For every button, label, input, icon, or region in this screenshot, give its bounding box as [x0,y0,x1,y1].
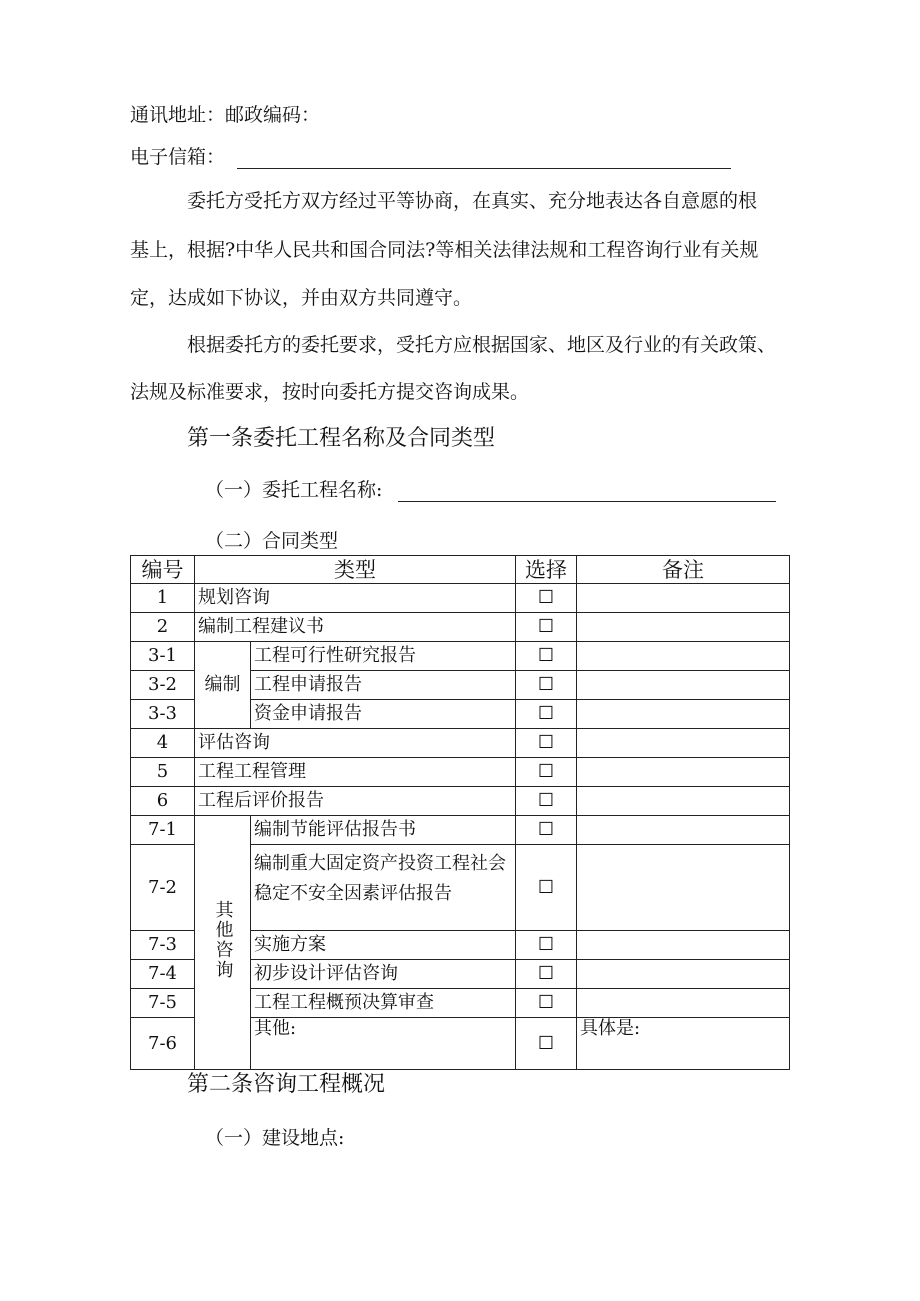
checkbox[interactable]: ☐ [516,816,577,845]
project-name-line [205,478,776,502]
address-label: 通讯地址：邮政编码： [130,104,321,126]
row-note [577,700,790,729]
row-no: 4 [131,729,195,758]
article-2-title: 第二条咨询工程概况 [187,1072,386,1097]
row-type: 编制重大固定资产投资工程社会稳定不安全因素评估报告 [251,845,516,931]
checkbox[interactable]: ☐ [516,960,577,989]
header-note: 备注 [577,556,790,584]
group-other-label [195,816,251,1070]
row-no: 3-3 [131,700,195,729]
row-no: 1 [131,584,195,613]
row-type: 其他: [251,1018,516,1070]
contract-type-label: （二）合同类型 [205,530,339,552]
paragraph-2-line-1: 根据委托方的委托要求，受托方应根据国家、地区及行业的有关政策、 [187,334,777,356]
group-edit-label: 编制 [195,642,251,729]
table-row [131,729,790,758]
project-name-field[interactable] [398,483,776,502]
paragraph-1-line-2: 基上，根据?中华人民共和国合同法?等相关法律法规和工程咨询行业有关规 [130,239,759,261]
email-field[interactable] [237,150,731,169]
row-note [577,845,790,931]
table-header-row [131,556,790,584]
row-note [577,671,790,700]
row-type: 初步设计评估咨询 [251,960,516,989]
row-type: 工程后评价报告 [195,787,516,816]
row-note [577,613,790,642]
row-type: 规划咨询 [195,584,516,613]
header-select: 选择 [516,556,577,584]
paragraph-1-line-3: 定，达成如下协议，并由双方共同遵守。 [130,287,473,309]
header-type: 类型 [195,556,516,584]
row-type: 工程工程概预决算审查 [251,989,516,1018]
row-type: 编制节能评估报告书 [251,816,516,845]
paragraph-2-line-2: 法规及标准要求，按时向委托方提交咨询成果。 [130,381,530,403]
address-line [130,103,320,127]
row-no: 7-4 [131,960,195,989]
row-note [577,758,790,787]
checkbox[interactable]: ☐ [516,758,577,787]
row-note [577,989,790,1018]
row-type: 评估咨询 [195,729,516,758]
row-no: 2 [131,613,195,642]
email-line [130,145,731,169]
checkbox[interactable]: ☐ [516,729,577,758]
row-note [577,816,790,845]
checkbox[interactable]: ☐ [516,671,577,700]
project-name-label: （一）委托工程名称: [205,479,383,501]
article-1-title: 第一条委托工程名称及合同类型 [187,426,496,451]
row-type: 工程申请报告 [251,671,516,700]
checkbox[interactable]: ☐ [516,845,577,931]
checkbox[interactable]: ☐ [516,642,577,671]
row-type: 编制工程建议书 [195,613,516,642]
row-note [577,787,790,816]
header-no: 编号 [131,556,195,584]
checkbox[interactable]: ☐ [516,1018,577,1070]
row-no: 6 [131,787,195,816]
checkbox[interactable]: ☐ [516,613,577,642]
row-no: 3-1 [131,642,195,671]
checkbox[interactable]: ☐ [516,584,577,613]
row-no: 3-2 [131,671,195,700]
table-row [131,787,790,816]
checkbox[interactable]: ☐ [516,989,577,1018]
row-no: 7-3 [131,931,195,960]
row-no: 7-5 [131,989,195,1018]
checkbox[interactable]: ☐ [516,931,577,960]
row-note [577,729,790,758]
row-note [577,642,790,671]
table-row [131,642,790,671]
row-no: 5 [131,758,195,787]
row-type: 资金申请报告 [251,700,516,729]
row-note: 具体是: [577,1018,790,1070]
row-no: 7-1 [131,816,195,845]
row-note [577,960,790,989]
row-type: 工程可行性研究报告 [251,642,516,671]
row-type: 实施方案 [251,931,516,960]
checkbox[interactable]: ☐ [516,787,577,816]
email-label: 电子信箱： [130,146,226,168]
group-other-text: 其他咨询 [212,899,234,980]
table-row [131,584,790,613]
row-note [577,584,790,613]
row-no: 7-6 [131,1018,195,1070]
contract-type-table [130,555,790,1070]
row-note [577,931,790,960]
row-type: 工程工程管理 [195,758,516,787]
table-row [131,816,790,845]
paragraph-1-line-1: 委托方受托方双方经过平等协商，在真实、充分地表达各自意愿的根 [187,190,758,212]
table-row [131,613,790,642]
checkbox[interactable]: ☐ [516,700,577,729]
row-no: 7-2 [131,845,195,931]
table-row [131,758,790,787]
site-location-label: （一）建设地点: [205,1127,345,1149]
